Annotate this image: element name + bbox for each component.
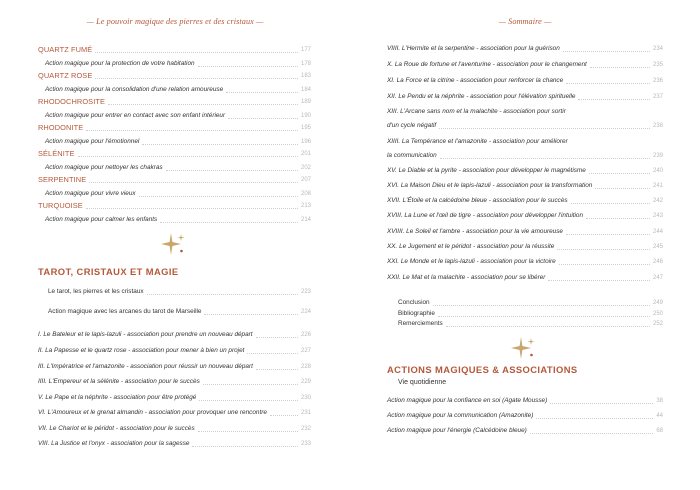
toc-entry-arcane[interactable]: XIIII. La Tempérance et l'amazonite - association pour améliorer (387, 138, 568, 145)
toc-entry-stone[interactable]: QUARTZ ROSE 183 (38, 71, 311, 80)
sparkle-ornament-icon (160, 232, 186, 256)
sparkle-ornament-icon (510, 336, 536, 360)
toc-entry-stone[interactable]: SERPENTINE 207 (38, 175, 311, 184)
toc-entry-arcane[interactable]: XVI. La Maison Dieu et le lapis-lazuli - association pour la transformation 241 (387, 182, 663, 189)
toc-entry-arcane[interactable]: XVIII. La Lune et l'œil de tigre - association pour développer l'intuition 243 (387, 212, 663, 219)
toc-entry-arcane[interactable]: XI. La Force et la citrine - association pour renforcer la chance 236 (387, 77, 663, 84)
section-title-tarot: TAROT, CRISTAUX ET MAGIE (38, 266, 179, 277)
toc-entry-action[interactable]: Action magique pour la protection de votre habitation 178 (45, 60, 311, 67)
toc-entry-arcane[interactable]: XXII. Le Mat et la malachite - association pour se libérer 247 (387, 274, 663, 281)
toc-entry-arcane[interactable]: V. Le Pape et la néphrite - association pour être protégé 230 (38, 394, 311, 401)
section-title-actions: ACTIONS MAGIQUES & ASSOCIATIONS (387, 364, 578, 375)
toc-entry-action[interactable]: Action magique pour vivre vieux 208 (45, 190, 311, 197)
toc-entry-action[interactable]: Action magique pour l'émotionnel 196 (45, 138, 311, 145)
toc-entry-arcane[interactable]: VIII. La Justice et l'onyx - association pour la sagesse 233 (38, 440, 311, 447)
toc-entry-arcane[interactable]: XVIIII. Le Soleil et l'ambre - association pour la vie amoureuse 244 (387, 228, 663, 235)
right-running-head: — Sommaire — (498, 17, 552, 26)
toc-entry-arcane[interactable]: XV. Le Diable et la pyrite - association pour développer le magnétisme 240 (387, 167, 663, 174)
toc-entry-stone[interactable]: RHODOCHROSITE 189 (38, 97, 311, 106)
toc-entry-arcane[interactable]: X. La Roue de fortune et l'aventurine - association pour le changement 235 (387, 61, 663, 68)
toc-entry-stone[interactable]: QUARTZ FUMÉ 177 (38, 45, 311, 54)
toc-entry-action[interactable]: Action magique pour la consolidation d'une relation amoureuse 184 (45, 86, 311, 93)
toc-entry-stone[interactable]: SÉLÉNITE 201 (38, 149, 311, 158)
toc-entry-arcane[interactable]: VIIII. L'Hermite et la serpentine - association pour la guérison 234 (387, 45, 663, 52)
toc-entry-arcane[interactable]: XXI. Le Monde et le lapis-lazuli - association pour la victoire 246 (387, 258, 663, 265)
toc-entry[interactable]: Le tarot, les pierres et les cristaux 223 (48, 288, 311, 295)
toc-entry-arcane[interactable]: VII. Le Chariot et le péridot - association pour le succès 232 (38, 425, 311, 432)
toc-entry-action[interactable]: Action magique pour la communication (Amazonite) 44 (387, 412, 663, 419)
toc-entry-action[interactable]: Action magique pour entrer en contact avec son enfant intérieur 190 (45, 112, 311, 119)
toc-entry-action[interactable]: Action magique pour la confiance en soi (Agate Mousse) 38 (387, 397, 663, 404)
toc-entry-arcane[interactable]: II. La Papesse et le quartz rose - association pour mener à bien un projet 227 (38, 347, 311, 354)
toc-entry-bibliography[interactable]: Bibliographie 250 (398, 310, 663, 317)
toc-entry-arcane[interactable]: XII. Le Pendu et la néphrite - association pour l'élévation spirituelle 237 (387, 93, 663, 100)
toc-entry-arcane[interactable]: XIII. L'Arcane sans nom et la malachite - association pour sortir (387, 108, 566, 115)
toc-entry-acknowledgements[interactable]: Remerciements 252 (398, 320, 663, 327)
toc-entry-action[interactable]: Action magique pour l'énergie (Calcédoine bleue) 68 (387, 427, 663, 434)
toc-entry-arcane[interactable]: XVII. L'Étoile et la calcédoine bleue - association pour le succès 242 (387, 197, 663, 204)
right-page (350, 0, 700, 490)
toc-entry-arcane[interactable]: XX. Le Jugement et le péridot - association pour la réussite 245 (387, 243, 663, 250)
toc-entry-action[interactable]: Action magique pour nettoyer les chakras 202 (45, 164, 311, 171)
toc-entry-arcane[interactable]: IIII. L'Empereur et la sélénite - association pour le succès 229 (38, 378, 311, 385)
toc-entry-arcane[interactable]: III. L'Impératrice et l'amazonite - association pour réussir un nouveau départ 228 (38, 363, 311, 370)
toc-entry-stone[interactable]: TURQUOISE 213 (38, 201, 311, 210)
toc-entry-stone[interactable]: RHODONITE 195 (38, 123, 311, 132)
toc-entry-arcane[interactable]: I. Le Bateleur et le lapis-lazuli - association pour prendre un nouveau départ 226 (38, 331, 311, 338)
toc-entry-conclusion[interactable]: Conclusion 249 (398, 299, 663, 306)
subsection-title: Vie quotidienne (398, 379, 447, 386)
toc-entry-action[interactable]: Action magique pour calmer les enfants 214 (45, 216, 311, 223)
toc-entry[interactable]: Action magique avec les arcanes du tarot de Marseille 224 (48, 308, 311, 315)
toc-entry-arcane[interactable]: VI. L'Amoureux et le grenat almandin - association pour provoquer une rencontre 231 (38, 409, 311, 416)
left-running-head: — Le pouvoir magique des pierres et des cristaux — (86, 17, 264, 26)
toc-entry-arcane-continued[interactable]: d'un cycle négatif 238 (387, 122, 663, 129)
toc-entry-arcane-continued[interactable]: la communication 239 (387, 152, 663, 159)
